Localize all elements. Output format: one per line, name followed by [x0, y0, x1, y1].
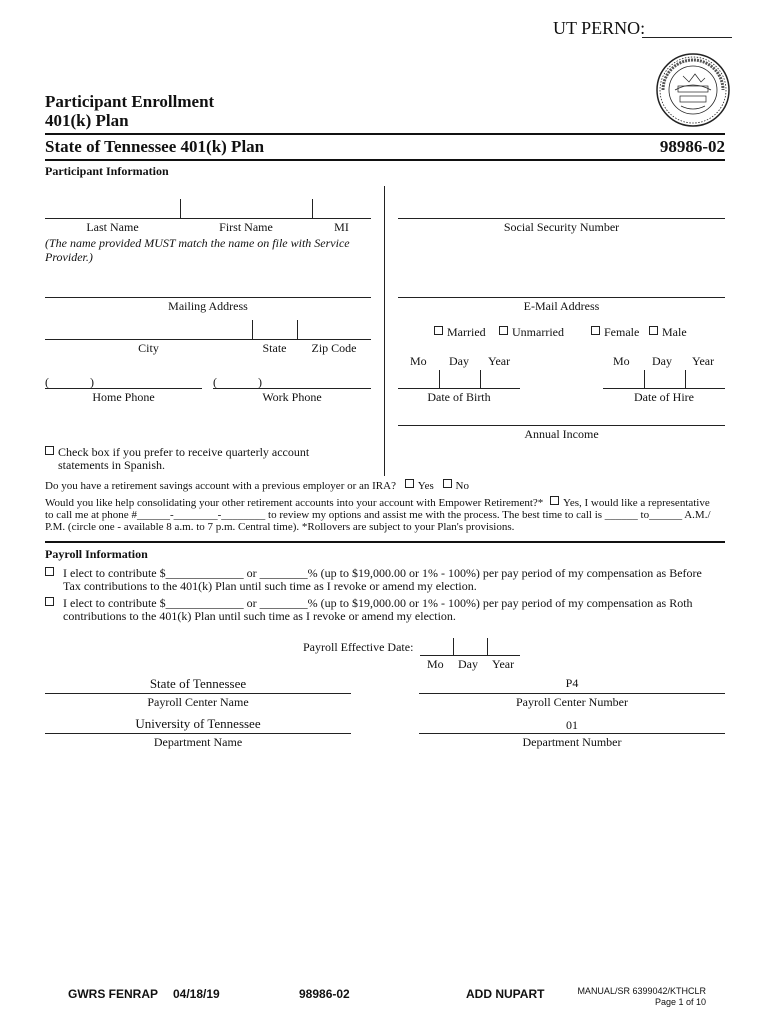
unmarried-checkbox[interactable]	[499, 326, 508, 335]
previous-no-option[interactable]: No	[443, 480, 469, 492]
home-phone-label: Home Phone	[92, 390, 155, 404]
roth-checkbox[interactable]	[45, 597, 54, 606]
dob-label: Date of Birth	[427, 390, 491, 404]
home-phone-field[interactable]	[45, 388, 202, 389]
doh-day-label: Day	[652, 354, 672, 368]
state-label: State	[262, 341, 287, 355]
column-divider	[384, 186, 385, 476]
header-rule-top	[45, 133, 725, 135]
home-phone-paren-close: )	[90, 375, 94, 389]
previous-no-checkbox[interactable]	[443, 479, 452, 488]
department-field[interactable]	[45, 733, 351, 734]
name-separator	[180, 199, 181, 218]
mailing-address-field[interactable]	[45, 297, 371, 298]
dob-separator	[480, 370, 481, 388]
footer-manual: MANUAL/SR 6399042/KTHCLR	[577, 986, 706, 996]
mailing-address-label: Mailing Address	[168, 299, 248, 313]
footer-plan-number: 98986-02	[299, 987, 350, 1001]
form-title-line1: Participant Enrollment	[45, 92, 215, 111]
header-rule-bottom	[45, 159, 725, 161]
payroll-center-label: Payroll Center Name	[147, 695, 249, 709]
ssn-label: Social Security Number	[503, 220, 620, 234]
state-separator	[297, 320, 298, 339]
consolidation-line2: to call me at phone #______-________-________ to review my options and assist me with the process. The best time to call is ______ to______ A.M./	[45, 509, 711, 521]
pretax-line1: I elect to contribute $_____________ or ________% (up to $19,000.00 or 1% - 100%) per pay period of my compensation as Before	[63, 566, 702, 580]
consolidation-yes-checkbox[interactable]	[550, 496, 559, 505]
pretax-election[interactable]	[45, 567, 735, 593]
previous-account-question	[45, 479, 469, 492]
first-name-label: First Name	[219, 220, 273, 234]
plan-number: 98986-02	[659, 137, 725, 156]
email-field[interactable]	[398, 297, 725, 298]
male-checkbox[interactable]	[649, 326, 658, 335]
footer-date: 04/18/19	[173, 987, 220, 1001]
department-number-value: 01	[566, 718, 578, 732]
footer-page: Page 1 of 10	[654, 997, 706, 1007]
payroll-center-number-field[interactable]	[419, 693, 725, 694]
name-field[interactable]	[45, 218, 371, 219]
roth-line2: contributions to the 401(k) Plan until such time as I revoke or amend my election.	[63, 609, 456, 623]
email-label: E-Mail Address	[523, 299, 600, 313]
annual-income-field[interactable]	[398, 425, 725, 426]
effective-year-label: Year	[492, 657, 515, 671]
annual-income-label: Annual Income	[524, 427, 599, 441]
payroll-center-number-value: P4	[565, 676, 579, 690]
dob-mo-label: Mo	[410, 354, 427, 368]
work-phone-field[interactable]	[213, 388, 371, 389]
work-phone-label: Work Phone	[262, 390, 322, 404]
consolidation-yes-option[interactable]: Yes, I would like a representative	[550, 497, 710, 509]
payroll-center-number-label: Payroll Center Number	[516, 695, 628, 709]
home-phone-paren-open: (	[45, 375, 49, 389]
name-note: (The name provided MUST match the name on file with Service Provider.)	[45, 236, 350, 264]
payroll-section-title: Payroll Information	[45, 547, 148, 561]
perno-label: UT PERNO:	[553, 18, 646, 38]
roth-line1: I elect to contribute $_____________ or ________% (up to $19,000.00 or 1% - 100%) per pay period of my compensation as Roth	[63, 596, 693, 610]
female-checkbox[interactable]	[591, 326, 600, 335]
department-value: University of Tennessee	[135, 716, 261, 731]
unmarried-option[interactable]: Unmarried	[499, 325, 564, 340]
city-state-zip-field[interactable]	[45, 339, 371, 340]
form-title-line2: 401(k) Plan	[45, 111, 129, 130]
dob-separator	[439, 370, 440, 388]
effective-date-separator	[487, 638, 488, 655]
payroll-center-field[interactable]	[45, 693, 351, 694]
effective-date-field[interactable]	[420, 655, 520, 656]
consolidation-line3: P.M. (circle one - available 8 a.m. to 7 p.m. Central time). *Rollovers are subject to your Plan's provisions.	[45, 521, 515, 533]
effective-date-separator	[453, 638, 454, 655]
doh-year-label: Year	[692, 354, 715, 368]
doh-field[interactable]	[603, 388, 725, 389]
ssn-field[interactable]	[398, 218, 725, 219]
city-label: City	[138, 341, 159, 355]
doh-mo-label: Mo	[613, 354, 630, 368]
previous-account-text: Do you have a retirement savings account with a previous employer or an IRA?	[45, 480, 396, 492]
dob-field[interactable]	[398, 388, 520, 389]
female-option[interactable]: Female	[591, 325, 639, 340]
doh-separator	[644, 370, 645, 388]
consolidation-question	[45, 496, 735, 533]
department-label: Department Name	[153, 735, 243, 749]
effective-day-label: Day	[458, 657, 478, 671]
name-separator	[312, 199, 313, 218]
roth-election[interactable]	[45, 597, 735, 623]
married-checkbox[interactable]	[434, 326, 443, 335]
doh-label: Date of Hire	[634, 390, 694, 404]
dob-day-label: Day	[449, 354, 469, 368]
male-option[interactable]: Male	[649, 325, 687, 340]
department-number-label: Department Number	[522, 735, 622, 749]
footer-action: ADD NUPART	[466, 987, 545, 1001]
spanish-statements-option[interactable]: Check box if you prefer to receive quarterly account statements in Spanish.	[45, 446, 358, 472]
effective-mo-label: Mo	[427, 657, 444, 671]
mi-label: MI	[334, 220, 349, 234]
city-separator	[252, 320, 253, 339]
pretax-line2: Tax contributions to the 401(k) Plan until such time as I revoke or amend my election.	[63, 579, 477, 593]
doh-separator	[685, 370, 686, 388]
department-number-field[interactable]	[419, 733, 725, 734]
footer-form-code: GWRS FENRAP	[68, 987, 158, 1001]
previous-yes-option[interactable]: Yes	[405, 480, 434, 492]
dob-year-label: Year	[488, 354, 511, 368]
previous-yes-checkbox[interactable]	[405, 479, 414, 488]
spanish-checkbox[interactable]	[45, 446, 54, 455]
last-name-label: Last Name	[86, 220, 139, 234]
pretax-checkbox[interactable]	[45, 567, 54, 576]
zip-label: Zip Code	[311, 341, 357, 355]
work-phone-paren-open: (	[213, 375, 217, 389]
payroll-section-rule	[45, 541, 725, 543]
married-option[interactable]: Married	[434, 325, 486, 340]
plan-name: State of Tennessee 401(k) Plan	[45, 137, 265, 156]
state-seal	[655, 52, 731, 128]
work-phone-paren-close: )	[258, 375, 262, 389]
participant-section-title: Participant Information	[45, 164, 169, 178]
payroll-center-value: State of Tennessee	[149, 676, 247, 691]
effective-date-label: Payroll Effective Date:	[303, 640, 414, 654]
perno-field[interactable]	[642, 37, 732, 38]
consolidation-line1: Would you like help consolidating your other retirement accounts into your account with Empower Retirement?*	[45, 497, 544, 509]
